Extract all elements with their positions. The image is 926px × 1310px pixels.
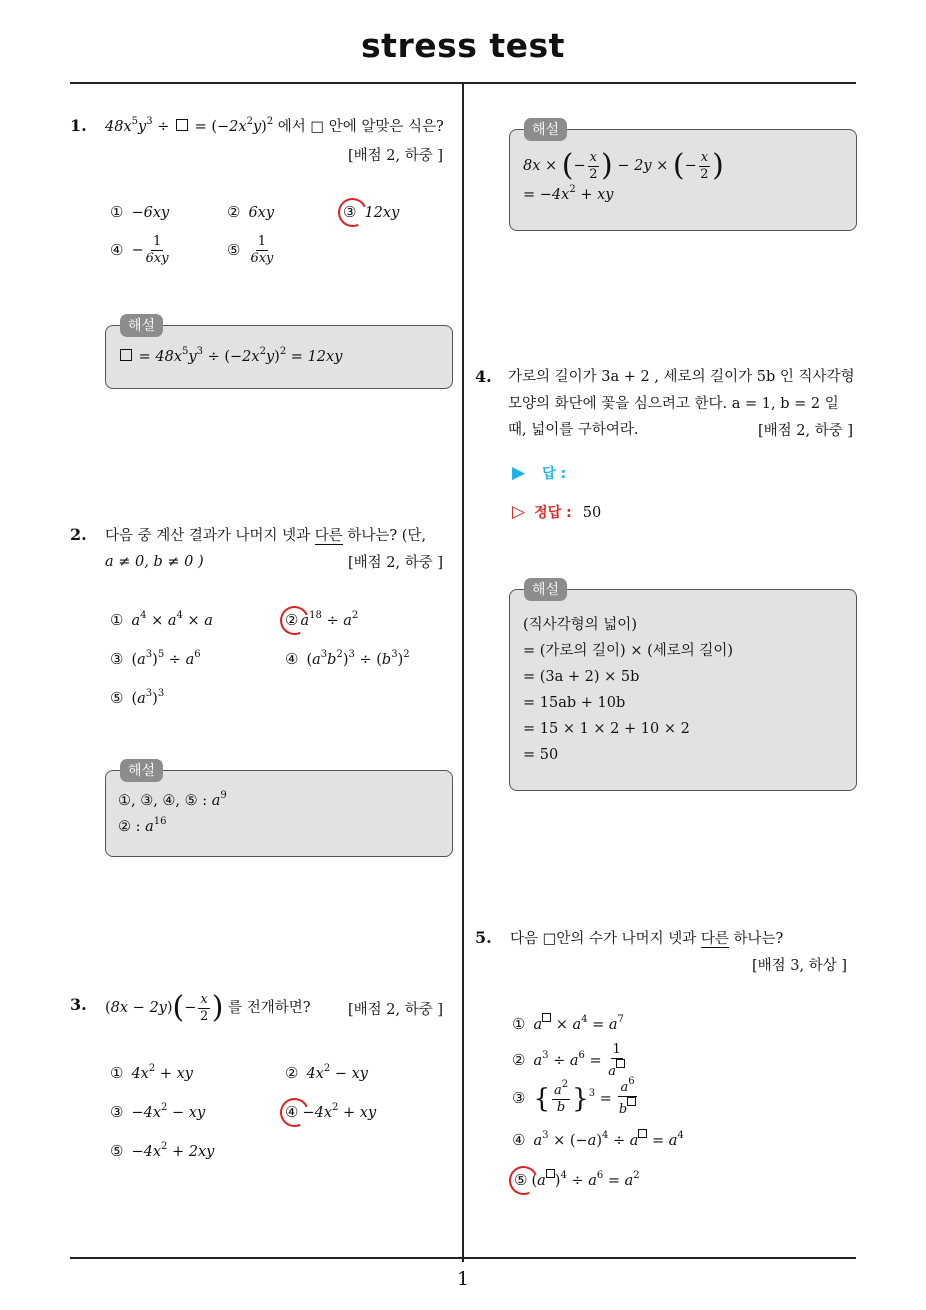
q1-text-tail: 에서 □ 안에 알맞은 식은? (277, 119, 444, 135)
q1-solution-line: = $48x^5y^3 \div (-2x^2y)^2 = 12xy$ (118, 344, 342, 370)
answer-circle-icon: ② (285, 611, 299, 629)
q2-text-end: 하나는? (단, (347, 528, 427, 544)
choice-marker: ② (227, 203, 241, 221)
correct-answer-label: 정답 : (534, 505, 572, 521)
q4-solution-line-1: (직사각형의 넓이) (523, 617, 637, 633)
sol-label: ①, ③, ④, ⑤ : (118, 793, 208, 809)
choice-marker: ③ (110, 1103, 124, 1121)
choice-marker: ② (512, 1051, 526, 1069)
q2-choice-1[interactable]: ① $a^4 \times a^4 \times a$ (110, 610, 213, 629)
q4-solution-line-6: = 50 (523, 747, 559, 763)
answer-circle-icon: ④ (285, 1103, 299, 1121)
sol-label: ② : (118, 819, 141, 835)
q2-solution-line-1: ①, ③, ④, ⑤ : $a^9$ (118, 790, 227, 809)
outline-triangle-icon: ▷ (512, 502, 526, 522)
choice-marker: ④ (110, 240, 124, 259)
choice-marker: ① (512, 1015, 526, 1033)
q5-text-start: 다음 □안의 수가 나머지 넷과 (510, 931, 697, 947)
choice-value: −6xy (131, 205, 170, 221)
q4-solution-line-5: = 15 × 1 × 2 + 10 × 2 (523, 721, 690, 737)
choice-marker: ③ (110, 650, 124, 668)
correct-answer-value: 50 (582, 505, 602, 521)
q1-choice-3[interactable] (343, 203, 399, 221)
choice-marker: ④ (285, 650, 299, 668)
correct-answer-row (512, 500, 601, 526)
q5-text-end: 하나는? (733, 931, 784, 947)
answer-label: 답 : (542, 466, 567, 482)
choice-marker: ① (110, 203, 124, 221)
q3-number: 3. (70, 995, 87, 1014)
choice-marker: ④ (512, 1131, 526, 1149)
q3-solution-line-1: 8x × (− $\frac{x}{2}$ ) − 2y × (− $\frac{x}{2}$ ) (523, 148, 724, 183)
q4-solution-line-3: = (3a + 2) × 5b (523, 669, 640, 685)
frac-numerator: 1 (257, 234, 267, 249)
q2-condition: a ≠ 0, b ≠ 0 ) (105, 554, 204, 570)
q2-text-start: 다음 중 계산 결과가 나머지 넷과 (105, 528, 311, 544)
q3-choice-4[interactable]: ④ $-4x^2$ + xy (285, 1102, 377, 1121)
choice-marker: ① (110, 1064, 124, 1082)
solution-tag: 해설 (120, 759, 163, 782)
choice-marker: ① (110, 611, 124, 629)
choice-value: 12xy (364, 205, 400, 221)
q3-text: (8x − 2y)(− $\frac{x}{2}$ ) 를 전개하면? (105, 990, 311, 1025)
frac-numerator: 1 (152, 234, 162, 249)
q4-solution-line-4: = 15ab + 10b (523, 695, 626, 711)
solution-tag: 해설 (524, 578, 567, 601)
choice-marker: ⑤ (227, 240, 241, 259)
choice-marker: ⑤ (110, 689, 124, 707)
choice-marker: ② (285, 1064, 299, 1082)
q5-choice-1[interactable]: ① $a \times a^4 = a^7$ (512, 1014, 624, 1033)
q4-meta: [배점 2, 하중 ] (758, 423, 854, 439)
column-divider (462, 84, 464, 1262)
q5-underlined: 다른 (700, 931, 729, 947)
q1-number: 1. (70, 116, 87, 135)
answer-row (512, 463, 566, 483)
q2-meta: [배점 2, 하중 ] (348, 555, 444, 571)
q5-choice-5[interactable]: ⑤ (a )$^4 \div a^6 = a^2$ (514, 1170, 640, 1189)
q4-solution-line-2: = (가로의 길이) × (세로의 길이) (523, 643, 734, 659)
q5-number: 5. (475, 928, 492, 947)
q2-number: 2. (70, 525, 87, 544)
q2-underlined: 다른 (314, 528, 343, 544)
q3-choice-5[interactable]: ⑤ $-4x^2 + 2xy$ (110, 1141, 215, 1160)
solution-tag: 해설 (524, 118, 567, 141)
q3-meta: [배점 2, 하중 ] (348, 1002, 444, 1018)
q1-choice-2[interactable] (227, 203, 274, 221)
q5-text (510, 926, 783, 952)
q3-choice-1[interactable]: ① $4x^2$ + xy (110, 1063, 193, 1082)
q3-solution-line-2: = $-4x^2$ + xy (523, 184, 614, 203)
q1-choice-5[interactable] (227, 234, 275, 267)
q2-choice-5[interactable]: ⑤ $(a^3)^3$ (110, 688, 165, 707)
q2-text (105, 523, 426, 549)
choice-marker: ③ (512, 1089, 526, 1107)
q1-meta: [배점 2, 하중 ] (348, 148, 444, 164)
q2-choice-3[interactable]: ③ $(a^3)^5 \div a^6$ (110, 649, 201, 668)
q5-meta: [배점 3, 하상 ] (752, 958, 848, 974)
q4-number: 4. (475, 367, 492, 386)
frac-denominator: 6xy (250, 251, 274, 266)
answer-circle-icon: ⑤ (514, 1171, 528, 1189)
q1-text: $48x^5y^3$ ÷ = $(-2x^2y)^2$ 에서 □ 안에 알맞은 식은? (105, 116, 444, 135)
q2-choice-4[interactable]: ④ $(a^3b^2)^3 \div (b^3)^2$ (285, 649, 410, 668)
q3-text-tail: 를 전개하면? (228, 1000, 311, 1016)
solution-tag: 해설 (120, 314, 163, 337)
q2-choice-2[interactable]: ② $a^{18} \div a^2$ (285, 610, 359, 629)
q3-choice-3[interactable]: ③ $-4x^2$ − xy (110, 1102, 206, 1121)
answer-circle-icon: ③ (343, 203, 357, 221)
q5-choice-3[interactable]: ③ { $\frac{a^2}{b}$ }$^3$ = $\frac{a^6}{b}$ (512, 1076, 635, 1117)
q4-line-1: 가로의 길이가 3a + 2 , 세로의 길이가 5b 인 직사각형 (508, 369, 855, 385)
page-number: 1 (456, 1268, 470, 1290)
q4-line-2: 모양의 화단에 꽃을 심으려고 한다. a = 1, b = 2 일 (508, 396, 839, 412)
q4-line-3: 때, 넓이를 구하여라. (508, 422, 639, 438)
choice-value: 6xy (248, 205, 275, 221)
q3-choice-2[interactable]: ② $4x^2$ − xy (285, 1063, 368, 1082)
q5-choice-4[interactable]: ④ $a^3 \times (-a)^4 \div a = a^4$ (512, 1130, 684, 1149)
page-title: stress test (361, 26, 565, 65)
footer-rule (70, 1257, 856, 1259)
choice-marker: ⑤ (110, 1142, 124, 1160)
q5-choice-2[interactable]: ② $a^3 \div a^6$ = $\frac{1}{a}$ (512, 1042, 627, 1080)
q1-choice-4[interactable]: ④ − $\frac{1}{6xy}$ (110, 234, 169, 266)
q2-solution-line-2: ② : $a^{16}$ (118, 816, 167, 835)
q1-choice-1[interactable] (110, 203, 169, 221)
filled-triangle-icon: ▶ (512, 463, 526, 483)
frac-denominator: 6xy (145, 251, 169, 266)
